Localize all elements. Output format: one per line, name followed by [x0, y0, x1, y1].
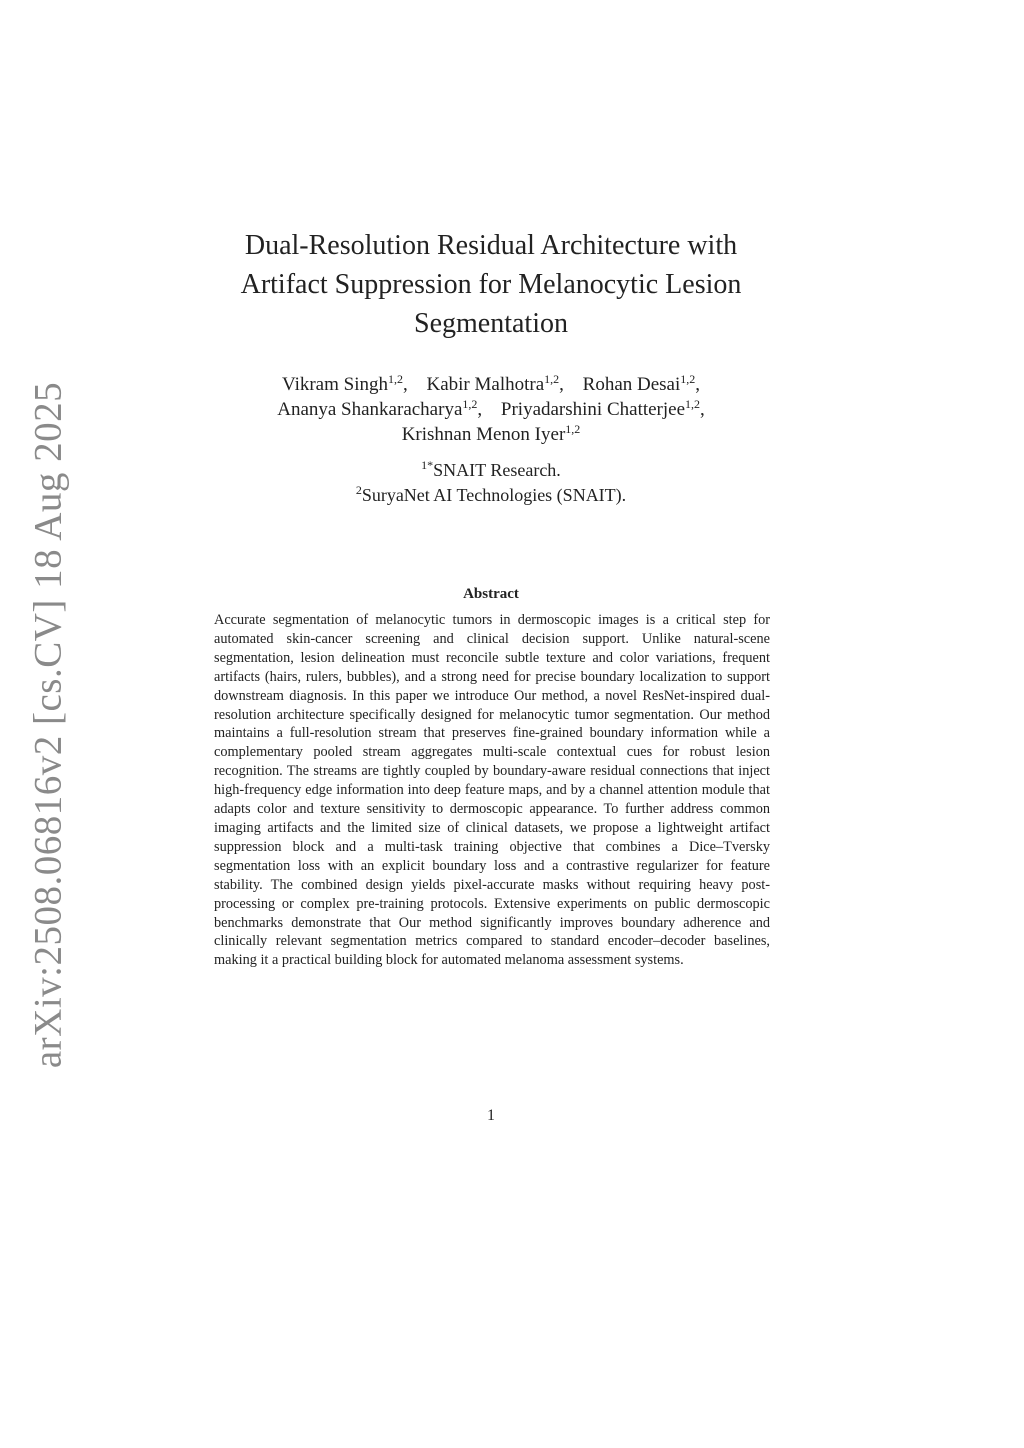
- author: [583, 374, 700, 395]
- author-affiliation-mark: 1,2: [462, 397, 478, 411]
- author-name: Kabir Malhotra: [426, 374, 545, 395]
- title-line: Segmentation: [414, 308, 568, 339]
- author-affiliation-mark: 1,2: [565, 422, 581, 436]
- affiliation-list: [200, 458, 782, 508]
- author-separator: ,: [402, 374, 408, 395]
- author-line: [200, 372, 782, 397]
- author-separator: ,: [477, 399, 483, 420]
- author-name: Krishnan Menon Iyer: [401, 424, 566, 445]
- author-list: [200, 372, 782, 447]
- author: [402, 424, 581, 445]
- affiliation: [200, 458, 782, 483]
- affiliation: [200, 483, 782, 508]
- abstract-text: Accurate segmentation of melanocytic tumors in dermoscopic images is a critical step for automated skin-cancer screening and clinical decision support. Unlike natural-scene segmentation, lesion delineation must reconcile subtle texture and color variations, frequent artifacts (hairs, rulers, bubbles), and a strong need for precise boundary localization to support downstream diagnosis. In this paper we introduce Our method, a novel ResNet-inspired dual-resolution architecture specifically designed for melanocytic tumor segmentation. Our method maintains a full-resolution stream that preserves fine-grained boundary information while a complementary pooled stream aggregates multi-scale contextual cues for robust lesion recognition. The streams are tightly coupled by boundary-aware residual connections that inject high-frequency edge information into deep feature maps, and by a channel attention module that adapts color and texture sensitivity to dermoscopic appearance. To further address common imaging artifacts and the limited size of clinical datasets, we propose a lightweight artifact suppression block and a multi-task training objective that combines a Dice–Tversky segmentation loss with an explicit boundary loss and a contrastive regularizer for feature stability. The combined design yields pixel-accurate masks without requiring heavy post-processing or complex pre-training protocols. Extensive experiments on public dermoscopic benchmarks demonstrate that Our method significantly improves boundary adherence and clinically relevant segmentation metrics compared to standard encoder–decoder baselines, making it a practical building block for automated melanoma assessment systems.: [214, 612, 770, 969]
- affiliation-mark: 1*: [421, 458, 434, 472]
- author-affiliation-mark: 1,2: [685, 397, 701, 411]
- author-affiliation-mark: 1,2: [544, 372, 560, 386]
- author-affiliation-mark: 1,2: [387, 372, 403, 386]
- affiliation-text: SNAIT Research.: [433, 460, 561, 480]
- author-line: [200, 397, 782, 422]
- author-separator: ,: [559, 374, 564, 395]
- author-name: Vikram Singh: [281, 374, 388, 395]
- author-line: [200, 422, 782, 447]
- abstract-heading: Abstract: [463, 586, 519, 602]
- author-name: Rohan Desai: [582, 374, 681, 395]
- author: [282, 374, 408, 395]
- affiliation-mark: 2: [355, 483, 362, 497]
- author-separator: ,: [695, 374, 701, 395]
- author-affiliation-mark: 1,2: [680, 372, 696, 386]
- paper-title: [200, 226, 782, 343]
- author-separator: ,: [700, 399, 705, 420]
- author-name: Priyadarshini Chatterjee: [500, 399, 686, 420]
- author: [277, 399, 482, 420]
- arxiv-identifier: arXiv:2508.06816v2 [cs.CV] 18 Aug 2025: [26, 381, 70, 1069]
- author: [501, 399, 705, 420]
- title-line: Dual-Resolution Residual Architecture with: [244, 230, 738, 261]
- author-name: Ananya Shankaracharya: [277, 399, 463, 420]
- page-number: 1: [487, 1107, 495, 1124]
- author: [426, 374, 563, 395]
- affiliation-text: SuryaNet AI Technologies (SNAIT).: [361, 485, 627, 505]
- title-line: Artifact Suppression for Melanocytic Lesion: [240, 269, 742, 300]
